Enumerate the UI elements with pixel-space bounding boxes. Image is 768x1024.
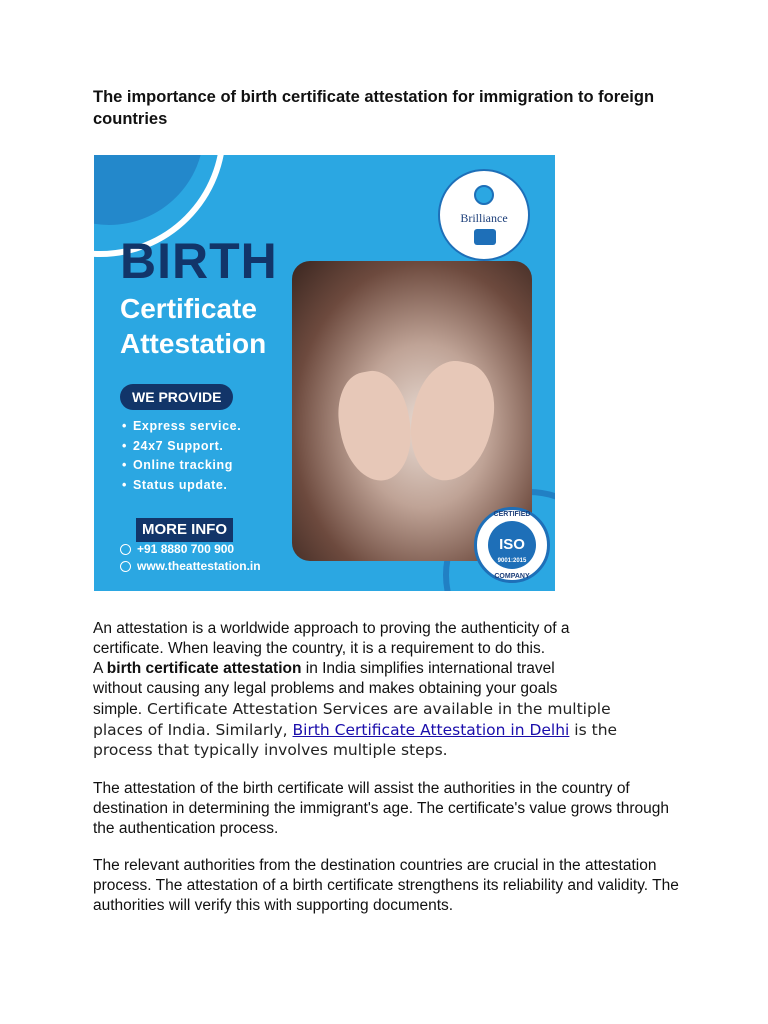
service-item: • Online tracking xyxy=(122,456,241,476)
document-title: The importance of birth certificate attestation for immigration to foreign countries xyxy=(93,88,655,128)
website-contact xyxy=(120,559,261,573)
banner-heading-birth: BIRTH xyxy=(120,233,278,289)
iso-seal-top-text: CERTIFIED xyxy=(493,511,531,518)
banner-heading-certificate: Certificate xyxy=(120,293,257,324)
iso-seal-bottom-text: COMPANY xyxy=(494,573,530,580)
phone-icon xyxy=(120,544,131,555)
paragraph-line: An attestation is a worldwide approach to proving the authenticity of a xyxy=(93,620,570,637)
text-span: is the xyxy=(569,721,618,739)
text-span: simple. xyxy=(93,701,143,718)
service-item: • Status update. xyxy=(122,476,241,496)
iso-seal-center: ISO xyxy=(488,521,536,569)
check-badge-icon xyxy=(474,185,494,205)
services-list xyxy=(122,417,241,495)
phone-contact xyxy=(120,542,234,556)
text-span: places of India. Similarly, xyxy=(93,721,293,739)
bold-phrase: birth certificate attestation xyxy=(106,660,302,677)
brilliance-logo xyxy=(438,169,530,261)
paragraph-line xyxy=(93,659,683,679)
text-span: in India simplifies international travel xyxy=(301,660,555,677)
baby-foot-shape xyxy=(331,366,419,486)
paragraph-line xyxy=(93,699,683,720)
birth-certificate-banner-image xyxy=(94,155,555,591)
iso-certified-seal xyxy=(474,507,550,583)
service-item: • 24x7 Support. xyxy=(122,437,241,457)
paragraph-line xyxy=(93,720,683,740)
paragraph-line: certificate. When leaving the country, it is a requirement to do this. xyxy=(93,640,546,657)
baby-foot-shape xyxy=(400,354,503,488)
we-provide-label: WE PROVIDE xyxy=(120,384,233,410)
service-item: • Express service. xyxy=(122,417,241,437)
logo-mark-icon xyxy=(474,229,496,245)
more-info-label: MORE INFO xyxy=(136,518,233,542)
paragraph-line: process that typically involves multiple steps. xyxy=(93,741,448,759)
text-span: Certificate Attestation Services are available in the multiple xyxy=(142,700,611,718)
logo-brand-text: Brilliance xyxy=(460,211,508,225)
iso-seal-number: 9001:2015 xyxy=(497,558,527,564)
website-url: www.theattestation.in xyxy=(137,559,261,573)
paragraph-age-determination: The attestation of the birth certificate will assist the authorities in the country of destination in determining the immigrant's age. The certificate's value grows through the authentication process. xyxy=(93,780,669,837)
text-span: A xyxy=(93,660,107,677)
paragraph-intro xyxy=(93,619,683,760)
banner-heading-attestation: Attestation xyxy=(120,328,267,359)
paragraph-authorities: The relevant authorities from the destination countries are crucial in the attestation process. The attestation of a birth certificate strengthens its reliability and validity. The authorities will verify this with supporting documents. xyxy=(93,857,679,914)
globe-icon xyxy=(120,561,131,572)
delhi-attestation-link[interactable]: Birth Certificate Attestation in Delhi xyxy=(292,721,570,739)
paragraph-line: without causing any legal problems and makes obtaining your goals xyxy=(93,680,558,697)
phone-number: +91 8880 700 900 xyxy=(137,542,235,556)
